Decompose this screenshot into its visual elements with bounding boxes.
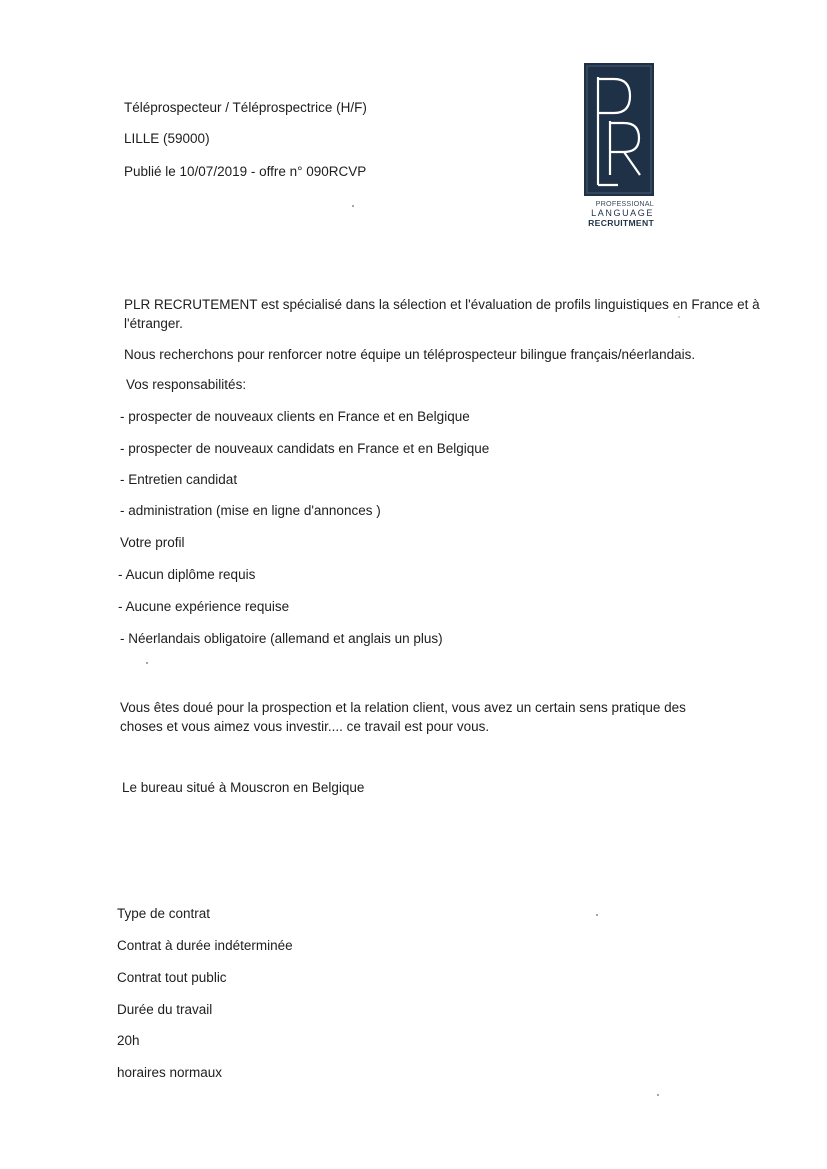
profile-item: - Néerlandais obligatoire (allemand et anglais un plus) bbox=[120, 631, 443, 646]
logo-line-recruitment: RECRUITMENT bbox=[588, 218, 654, 228]
scan-speck bbox=[596, 914, 598, 916]
responsibilities-heading: Vos responsabilités: bbox=[126, 377, 247, 392]
work-duration-label: Durée du travail bbox=[117, 1002, 213, 1017]
contract-type-value: Contrat à durée indéterminée bbox=[117, 938, 293, 953]
responsibility-item: - administration (mise en ligne d'annonces ) bbox=[120, 503, 381, 518]
job-title: Téléprospecteur / Téléprospectrice (H/F) bbox=[124, 100, 367, 115]
scan-speck bbox=[146, 662, 148, 664]
work-duration-value: 20h bbox=[117, 1033, 140, 1048]
profile-heading: Votre profil bbox=[120, 535, 185, 550]
contract-type-label: Type de contrat bbox=[117, 906, 211, 921]
publication-info: Publié le 10/07/2019 - offre n° 090RCVP bbox=[124, 164, 367, 179]
plr-monogram-icon bbox=[584, 63, 654, 196]
responsibility-item: - prospecter de nouveaux clients en France et en Belgique bbox=[120, 409, 470, 424]
scan-speck bbox=[352, 205, 354, 207]
logo-line-language: LANGUAGE bbox=[591, 208, 654, 218]
scan-speck bbox=[657, 1094, 659, 1096]
pitch-paragraph: Vous êtes doué pour la prospection et la relation client, vous avez un certain sens pratique des choses et vous aimez vous investir.... ce travail est pour vous. bbox=[120, 700, 686, 734]
work-schedule: horaires normaux bbox=[117, 1065, 223, 1080]
profile-item: - Aucun diplôme requis bbox=[118, 567, 256, 582]
job-location: LILLE (59000) bbox=[124, 131, 210, 146]
profile-item: - Aucune expérience requise bbox=[118, 599, 290, 614]
responsibility-item: - Entretien candidat bbox=[120, 472, 238, 487]
search-paragraph: Nous recherchons pour renforcer notre équipe un téléprospecteur bilingue français/néerlandais. bbox=[124, 347, 696, 362]
scan-speck bbox=[678, 316, 680, 318]
responsibility-item: - prospecter de nouveaux candidats en France et en Belgique bbox=[120, 441, 490, 456]
plr-logo-mark bbox=[584, 63, 654, 196]
contract-audience: Contrat tout public bbox=[117, 970, 227, 985]
plr-logo bbox=[584, 63, 654, 231]
office-location: Le bureau situé à Mouscron en Belgique bbox=[122, 780, 365, 795]
logo-line-professional: PROFESSIONAL bbox=[595, 199, 654, 208]
intro-paragraph: PLR RECRUTEMENT est spécialisé dans la sélection et l'évaluation de profils linguistiques en France et à l'étranger. bbox=[124, 297, 760, 331]
